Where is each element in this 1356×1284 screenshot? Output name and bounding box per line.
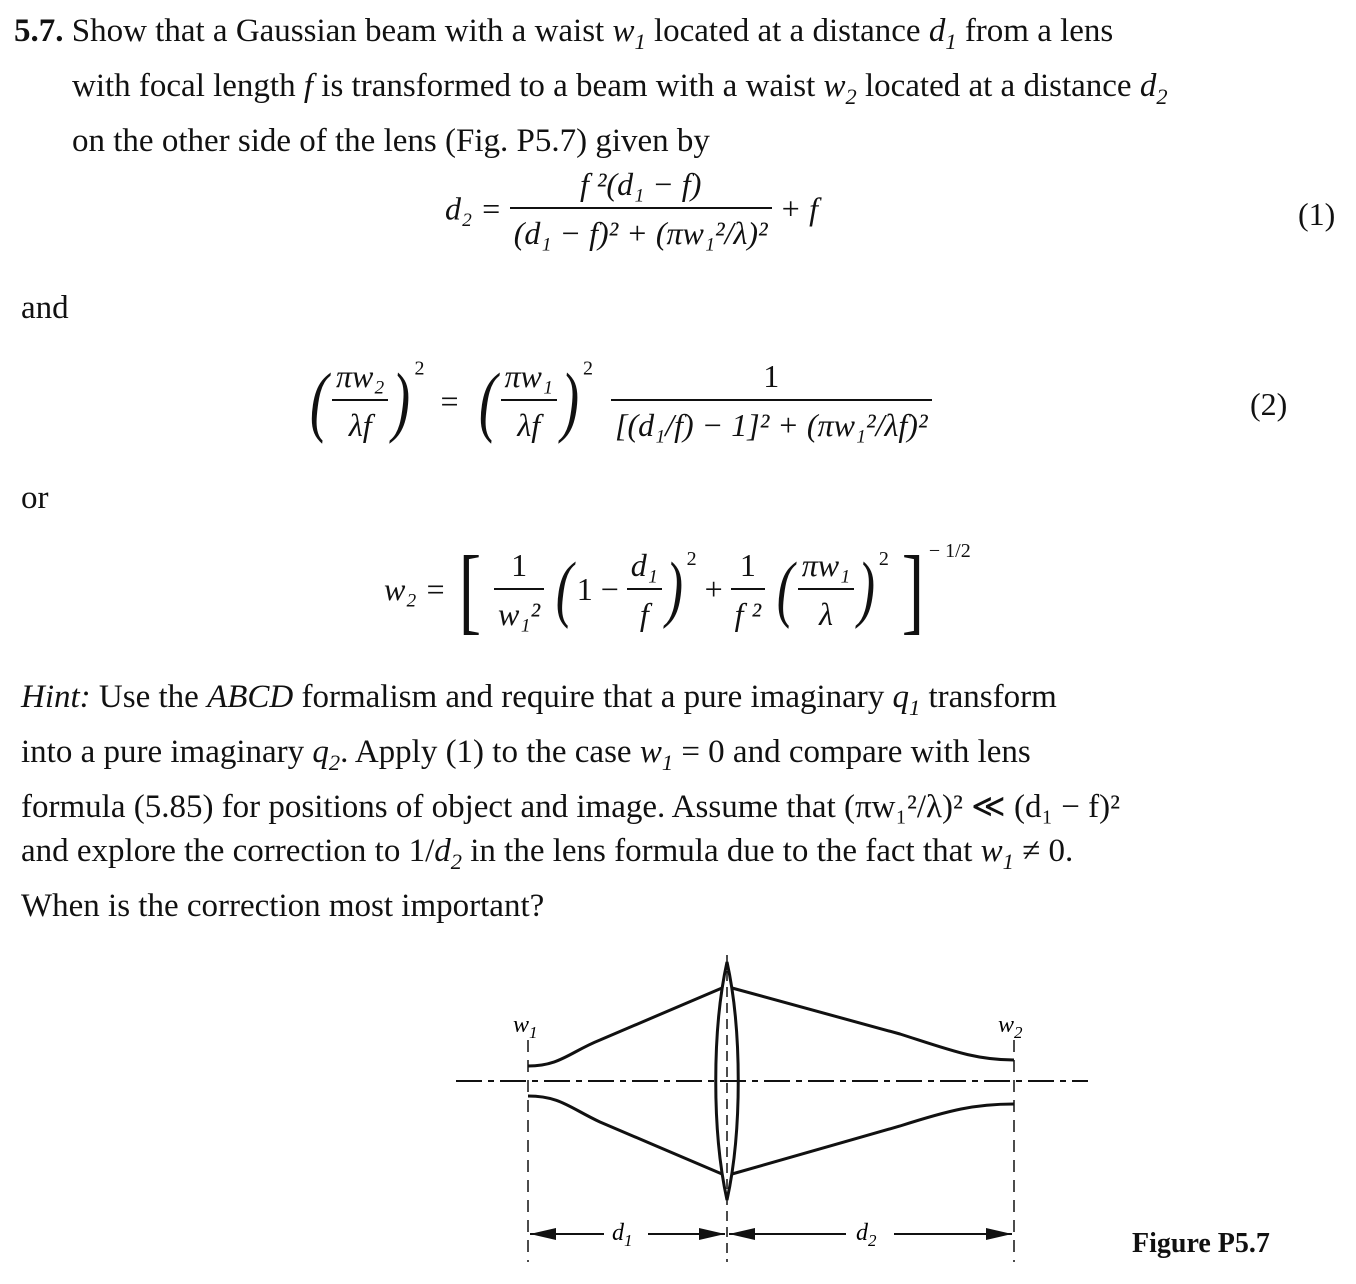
beam-lower-right (732, 1104, 1014, 1174)
or-text: or (21, 480, 49, 516)
equation-1: d₂ = $\frac{\text{f ²(d₁ − f)}}{\text{(d₁ − f)² + (πw₁²/λ)²}}$ + f (445, 166, 819, 251)
and-text: and (21, 290, 69, 326)
w2-label: $w_2$ (998, 1012, 1023, 1042)
equation-2-label: (2) (1250, 386, 1288, 422)
equation-1-label: (1) (1298, 196, 1336, 232)
beam-upper-left (528, 988, 722, 1066)
hint-paragraph: Hint: Use the ABCD formalism and require that a pure imaginary $q_1$ transform into a pure imaginary $q_2$. Apply (1) to the case $w_1 = 0$ and compare with lens formula (5.85) for positions of object and image. Assume that (πw₁²/λ)² ≪ (d₁ − f)² and explore the correction to $1/d_2$ in the lens formula due to the fact that $w_1 \ne 0$. When is the correction most important? (21, 679, 1120, 924)
problem-statement: 5.7. Show that a Gaussian beam with a waist $w_1$ located at a distance $d_1$ from a lens with focal length f is transformed to a beam with a waist $w_2$ located at a distance $d_2$ on the other side of the lens (Fig. P5.7) given by (14, 13, 1168, 159)
d1-label: $d_1$ (612, 1220, 633, 1250)
w1-label: $w_1$ (513, 1012, 538, 1042)
hint-label: Hint: (21, 679, 91, 715)
equation-2: ( $\frac{\text{πw₂}}{\lambda f}$ ) $^2$ = ( $\frac{\text{πw₁}}{\lambda f}$ ) $^2$ $\frac{1}{\text{[(d₁/f) − 1]² + (πw₁²/λf)²}}$ (306, 356, 932, 446)
d2-label: $d_2$ (856, 1220, 877, 1250)
figure-caption: Figure P5.7 (1132, 1228, 1270, 1259)
problem-number: 5.7. (14, 13, 64, 49)
equation-3: w₂ = [ $\frac{1}{\text{w₁²}}$ ( 1 − $\frac{\text{d₁}}{f}$ ) $^2$ + $\frac{1}{\text{f ²}}$ ( $\frac{\text{πw₁}}{\lambda}$ ) $^2$ ] $^{- 1/2}$ (384, 536, 971, 643)
beam-lower-left (528, 1096, 722, 1174)
beam-upper-right (732, 988, 1014, 1060)
intro-text: Show that a Gaussian beam with a waist (71, 13, 605, 49)
